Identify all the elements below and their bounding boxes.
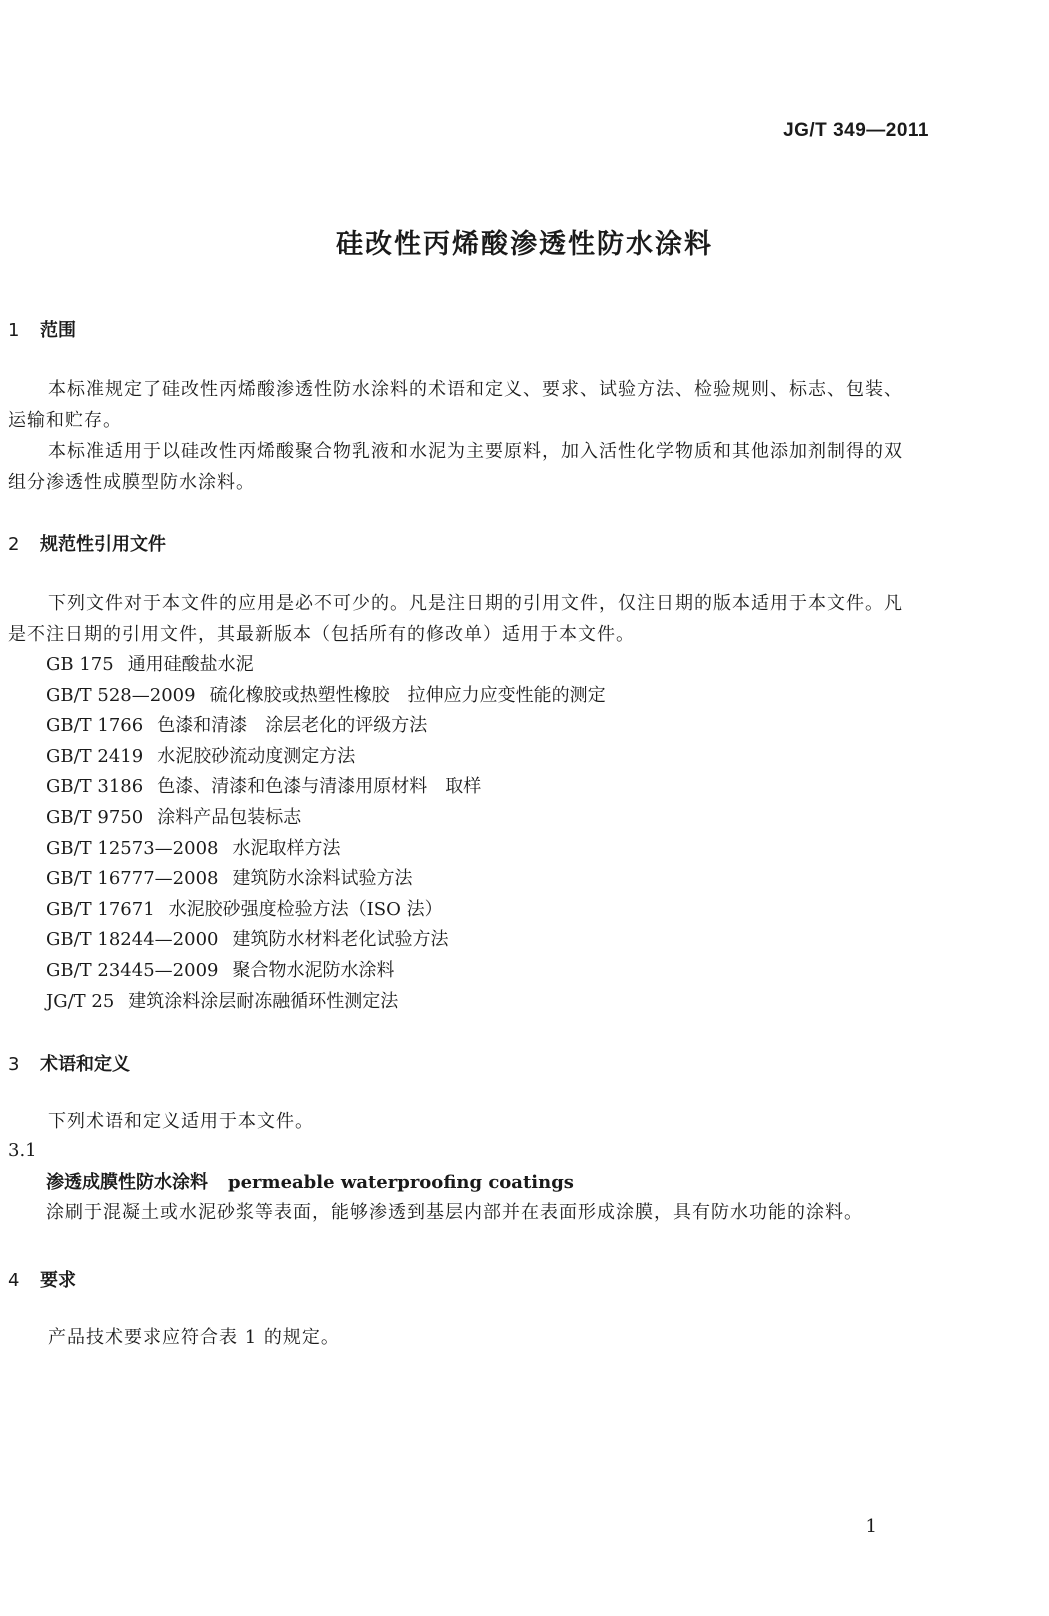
section-3-paragraph: 下列术语和定义适用于本文件。	[48, 1111, 314, 1132]
section-number: 1	[8, 320, 20, 341]
reference-item	[46, 864, 606, 895]
page-number: 1	[865, 1516, 877, 1537]
section-number: 3	[8, 1054, 20, 1075]
reference-item	[46, 772, 606, 803]
reference-code: GB/T 3186	[46, 776, 144, 798]
reference-item	[46, 803, 606, 834]
reference-code: GB/T 1766	[46, 715, 144, 737]
reference-title: 建筑防水涂料试验方法	[232, 868, 413, 890]
reference-title: 色漆和清漆 涂层老化的评级方法	[157, 715, 428, 737]
reference-title: 建筑防水材料老化试验方法	[232, 929, 449, 951]
section-number: 4	[8, 1270, 20, 1291]
reference-list	[46, 650, 606, 1017]
term-english: permeable waterproofing coatings	[228, 1172, 574, 1193]
reference-code: GB/T 18244—2000	[46, 929, 219, 951]
reference-title: 通用硅酸盐水泥	[127, 654, 254, 675]
section-1-paragraph-1: 本标准规定了硅改性丙烯酸渗透性防水涂料的术语和定义、要求、试验方法、检验规则、标志、包装、运输和贮存。	[8, 379, 903, 431]
reference-item	[46, 987, 606, 1018]
section-title: 术语和定义	[40, 1054, 130, 1075]
reference-title: 硫化橡胶或热塑性橡胶 拉伸应力应变性能的测定	[209, 684, 606, 706]
reference-code: GB/T 2419	[46, 745, 144, 767]
reference-title: 色漆、清漆和色漆与清漆用原材料 取样	[157, 776, 482, 798]
reference-code: GB/T 23445—2009	[46, 959, 219, 981]
section-2-heading	[8, 530, 166, 556]
term-entry	[46, 1168, 574, 1194]
reference-code: GB/T 17671	[46, 898, 155, 920]
reference-code: GB/T 16777—2008	[46, 868, 219, 890]
reference-code: GB/T 9750	[46, 806, 144, 828]
reference-code: GB 175	[46, 654, 114, 675]
subsection-number: 3.1	[8, 1140, 37, 1161]
section-number: 2	[8, 534, 20, 555]
reference-code: GB/T 528—2009	[46, 684, 196, 706]
reference-title: 建筑涂料涂层耐冻融循环性测定法	[128, 990, 399, 1012]
reference-item	[46, 834, 606, 865]
reference-item	[46, 742, 606, 773]
reference-title: 水泥胶砂流动度测定方法	[157, 745, 356, 767]
reference-title: 水泥胶砂强度检验方法（ISO 法）	[168, 898, 443, 920]
section-title: 要求	[40, 1270, 76, 1291]
reference-code: GB/T 12573—2008	[46, 837, 219, 859]
reference-title: 涂料产品包装标志	[157, 806, 302, 828]
reference-item	[46, 650, 606, 681]
reference-item	[46, 925, 606, 956]
section-title: 范围	[40, 320, 76, 341]
reference-item	[46, 895, 606, 926]
reference-title: 水泥取样方法	[232, 837, 341, 859]
term-chinese: 渗透成膜性防水涂料	[46, 1172, 208, 1193]
standard-code: JG/T 349—2011	[783, 120, 929, 141]
section-2-paragraph: 下列文件对于本文件的应用是必不可少的。凡是注日期的引用文件，仅注日期的版本适用于本文件。凡是不注日期的引用文件，其最新版本（包括所有的修改单）适用于本文件。	[8, 593, 903, 645]
section-4-paragraph: 产品技术要求应符合表 1 的规定。	[48, 1327, 340, 1348]
reference-item	[46, 711, 606, 742]
reference-code: JG/T 25	[46, 990, 115, 1012]
section-4-heading	[8, 1266, 76, 1292]
section-title: 规范性引用文件	[40, 534, 166, 555]
section-1-paragraph-2: 本标准适用于以硅改性丙烯酸聚合物乳液和水泥为主要原料，加入活性化学物质和其他添加剂制得的双组分渗透性成膜型防水涂料。	[8, 441, 903, 493]
reference-item	[46, 956, 606, 987]
reference-item	[46, 681, 606, 712]
section-1-heading	[8, 316, 76, 342]
reference-title: 聚合物水泥防水涂料	[232, 959, 395, 981]
section-3-heading	[8, 1050, 130, 1076]
term-definition: 涂刷于混凝土或水泥砂浆等表面，能够渗透到基层内部并在表面形成涂膜，具有防水功能的涂料。	[46, 1202, 863, 1223]
document-title: 硅改性丙烯酸渗透性防水涂料	[336, 229, 713, 260]
